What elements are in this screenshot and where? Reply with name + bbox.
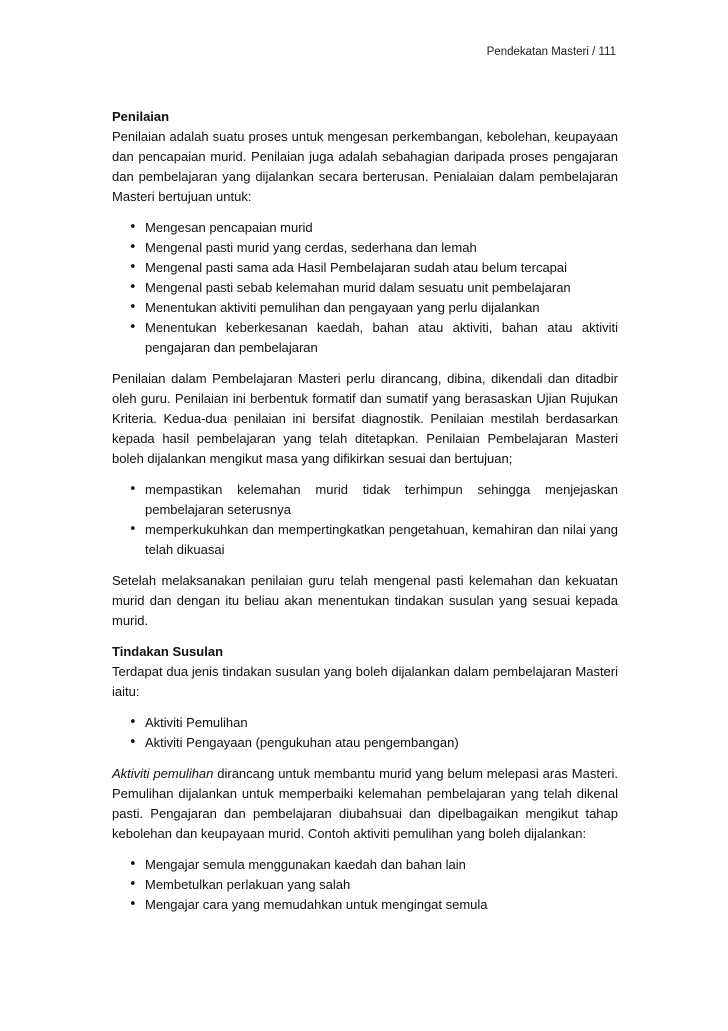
- list-item: • Aktiviti Pengayaan (pengukuhan atau pengembangan): [145, 733, 618, 753]
- penilaian-intro: Penilaian adalah suatu proses untuk mengesan perkembangan, kebolehan, keupayaan dan pencapaian murid. Penilaian juga adalah sebahagian daripada proses pengajaran dan pembelajaran yang dijalankan secara berterusan. Penialaian dalam pembelajaran Masteri bertujuan untuk:: [112, 129, 618, 204]
- list-item: • Menentukan aktiviti pemulihan dan pengayaan yang perlu dijalankan: [145, 298, 618, 318]
- list-item: • Menentukan keberkesanan kaedah, bahan atau aktiviti, bahan atau aktiviti pengajaran dan pembelajaran: [145, 318, 618, 358]
- pemulihan-term: Aktiviti pemulihan: [112, 766, 214, 781]
- follow-up-types-list: [112, 713, 618, 753]
- penilaian-paragraph-2: Penilaian dalam Pembelajaran Masteri perlu dirancang, dibina, dikendali dan ditadbir oleh guru. Penilaian ini berbentuk formatif dan sumatif yang berasaskan Ujian Rujukan Kriteria. Kedua-dua penilaian ini bersifat diagnostik. Penilaian mestilah berdasarkan kepada hasil pembelajaran yang telah ditetapkan. Penilaian Pembelajaran Masteri boleh dijalankan mengikut masa yang difikirkan sesuai dan bertujuan;: [112, 371, 618, 466]
- list-item: • Mengenal pasti sama ada Hasil Pembelajaran sudah atau belum tercapai: [145, 258, 618, 278]
- purpose-list: [112, 218, 618, 358]
- running-header: Pendekatan Masteri / 111: [486, 46, 616, 58]
- list-item: • Mengajar semula menggunakan kaedah dan bahan lain: [145, 855, 618, 875]
- heading-penilaian: Penilaian: [112, 109, 170, 124]
- list-item: • mempastikan kelemahan murid tidak terhimpun sehingga menjejaskan pembelajaran seterusnya: [145, 480, 618, 520]
- list-item: • Mengesan pencapaian murid: [145, 218, 618, 238]
- heading-tindakan-susulan: Tindakan Susulan: [112, 644, 224, 659]
- list-item: • Mengenal pasti murid yang cerdas, sederhana dan lemah: [145, 238, 618, 258]
- list-item: • Membetulkan perlakuan yang salah: [145, 875, 618, 895]
- tindakan-intro: Terdapat dua jenis tindakan susulan yang boleh dijalankan dalam pembelajaran Masteri iaitu:: [112, 664, 618, 699]
- pemulihan-paragraph: [112, 764, 618, 844]
- aims-list: [112, 480, 618, 560]
- remedial-examples-list: [112, 855, 618, 915]
- list-item: • Mengenal pasti sebab kelemahan murid dalam sesuatu unit pembelajaran: [145, 278, 618, 298]
- list-item: • memperkukuhkan dan mempertingkatkan pengetahuan, kemahiran dan nilai yang telah dikuasai: [145, 520, 618, 560]
- list-item: • Mengajar cara yang memudahkan untuk mengingat semula: [145, 895, 618, 915]
- pemulihan-text: dirancang untuk membantu murid yang belum melepasi aras Masteri. Pemulihan dijalankan untuk memperbaiki kelemahan pembelajaran yang telah dikenal pasti. Pengajaran dan pembelajaran diubahsuai dan dipelbagaikan mengikut tahap kebolehan dan keupayaan murid. Contoh aktiviti pemulihan yang boleh dijalankan:: [112, 766, 619, 841]
- page-content: [112, 107, 618, 915]
- list-item: • Aktiviti Pemulihan: [145, 713, 618, 733]
- penilaian-paragraph-3: Setelah melaksanakan penilaian guru telah mengenal pasti kelemahan dan kekuatan murid dan dengan itu beliau akan menentukan tindakan susulan yang sesuai kepada murid.: [112, 573, 618, 628]
